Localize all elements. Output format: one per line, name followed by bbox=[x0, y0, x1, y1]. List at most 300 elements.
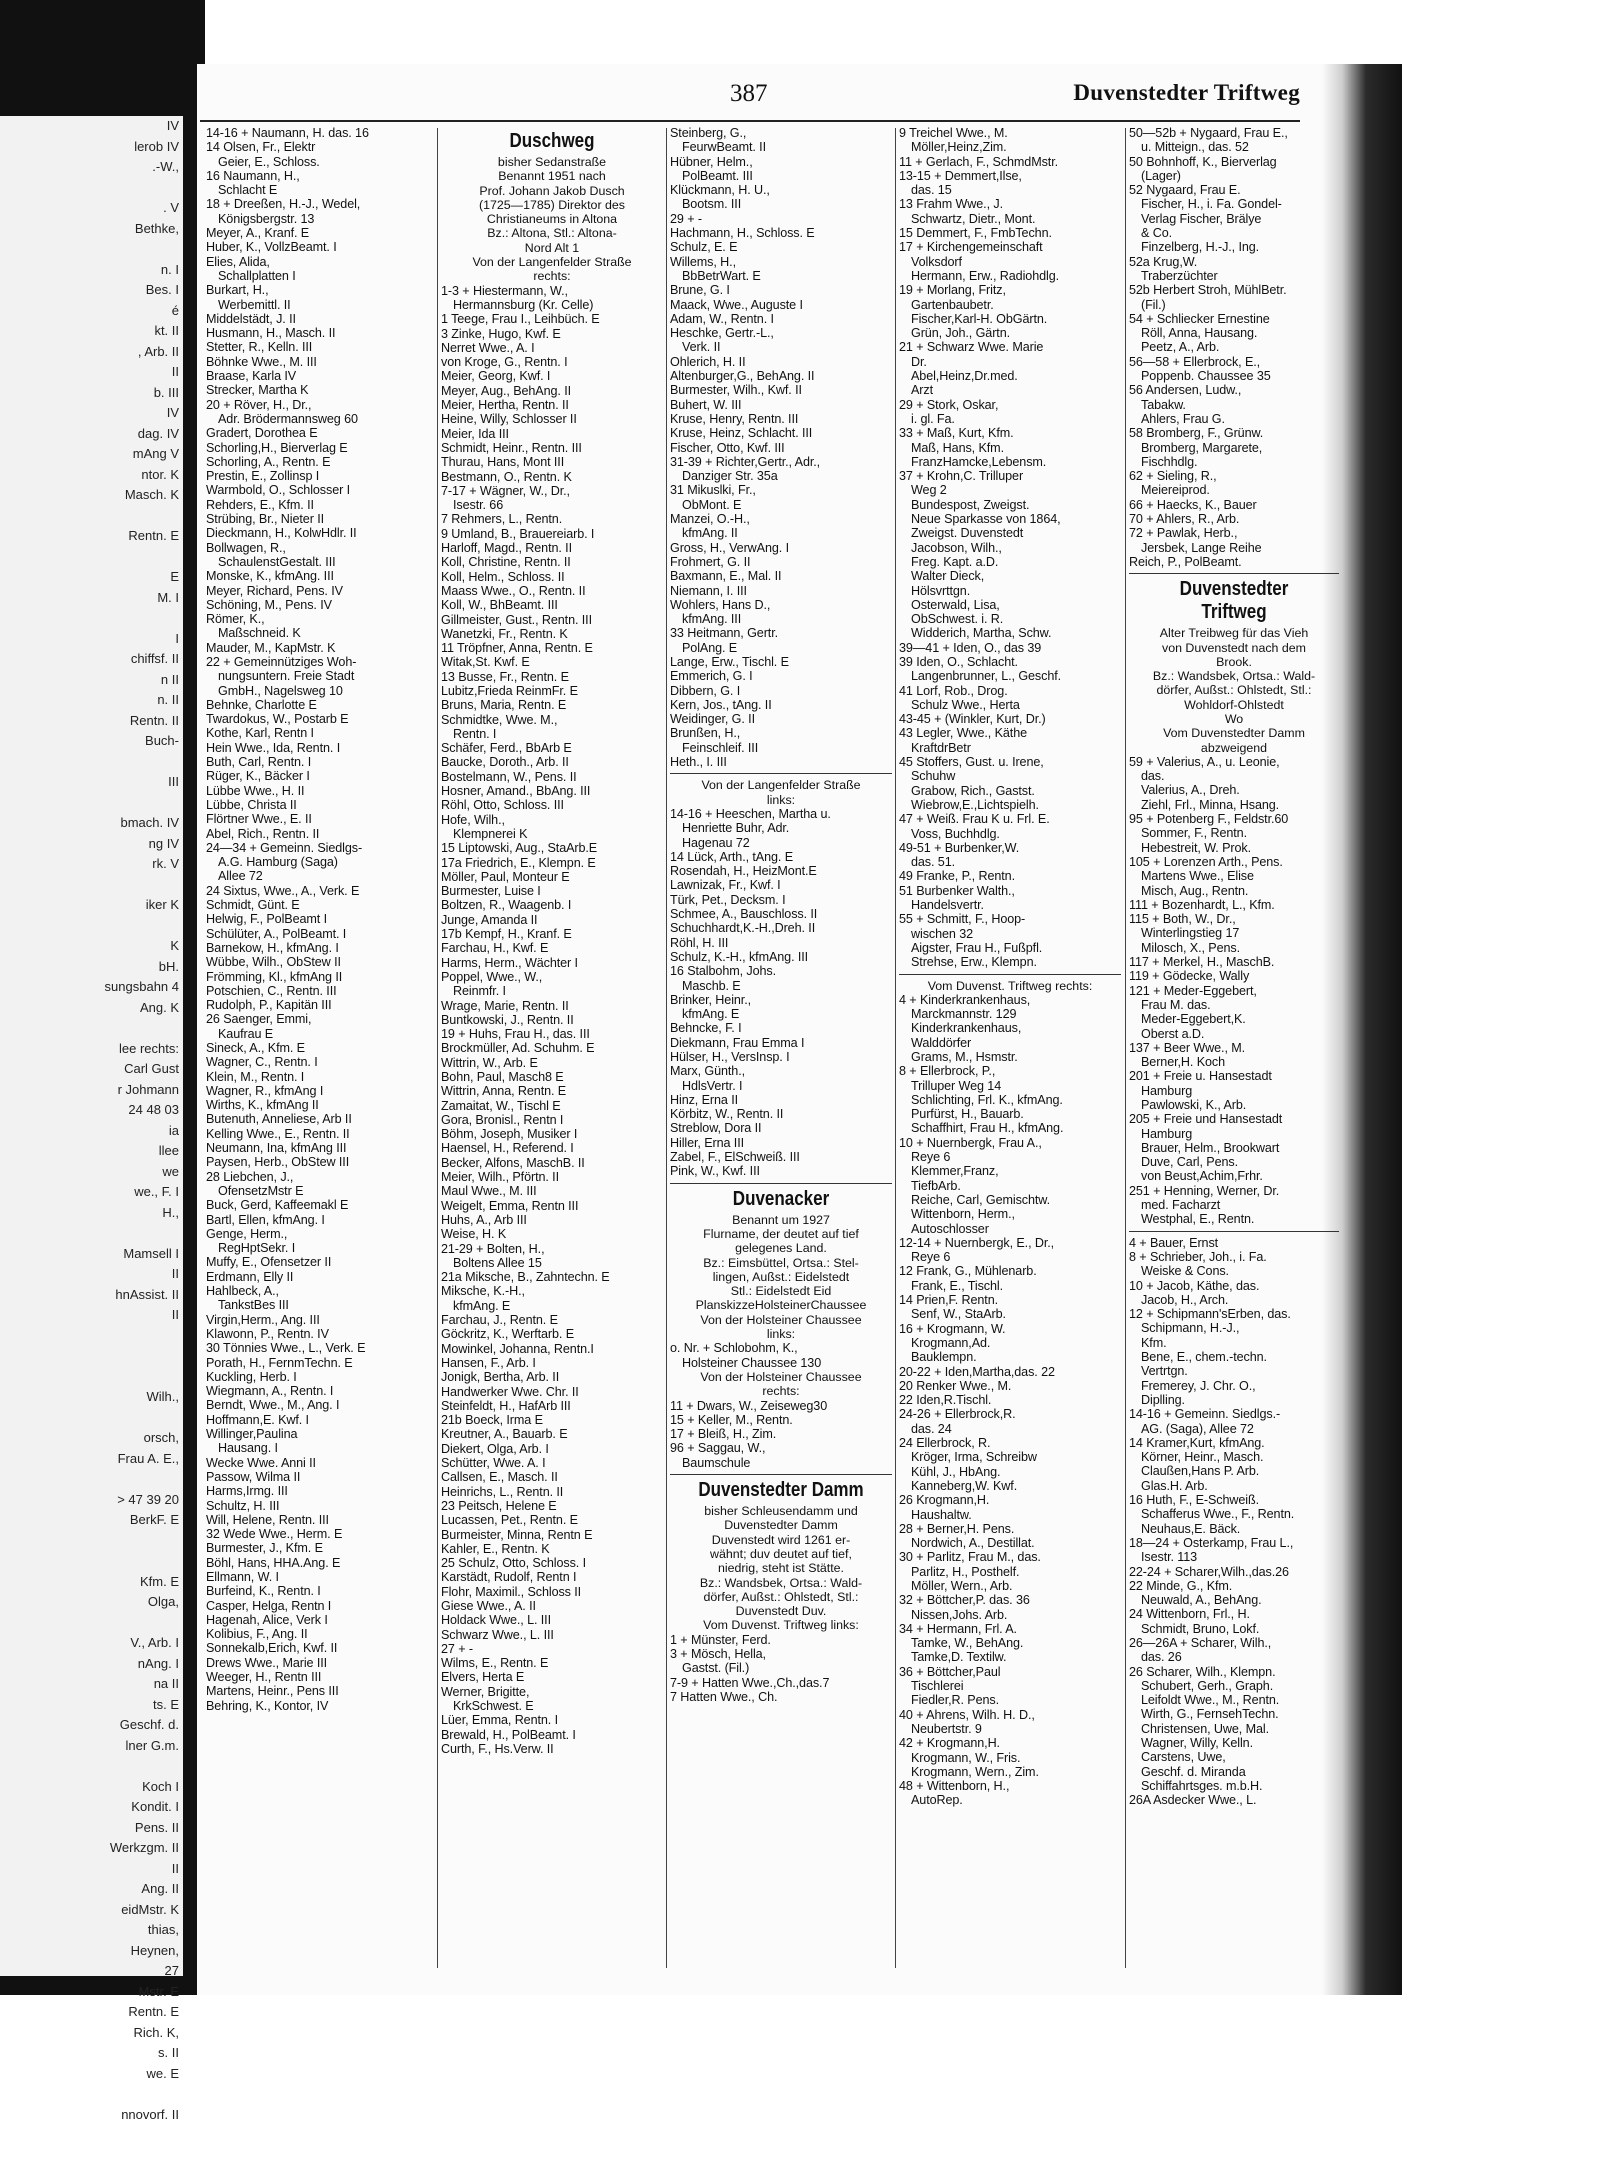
directory-entry: von Beust,Achim,Frhr. bbox=[1141, 1169, 1263, 1184]
directory-entry: Marx, Günth., bbox=[670, 1064, 745, 1079]
directory-entry: KrkSchwest. E bbox=[453, 1699, 534, 1714]
directory-entry: Warmbold, O., Schlosser I bbox=[206, 483, 351, 498]
directory-entry: Maßschneid. K bbox=[218, 626, 301, 641]
directory-entry: Möller, Wern., Arb. bbox=[911, 1578, 1013, 1593]
left-page-line: II bbox=[171, 364, 179, 379]
directory-entry: Bartl, Ellen, kfmAng. I bbox=[206, 1212, 325, 1227]
directory-entry: FranzHamcke,Lebensm. bbox=[911, 454, 1047, 469]
directory-entry: Strübing, Br., Nieter II bbox=[206, 512, 324, 527]
directory-entry: ObSchwest. i. R. bbox=[911, 612, 1004, 627]
left-page-line bbox=[0, 1367, 183, 1388]
directory-entry: 1-3 + Hiestermann, W., bbox=[441, 283, 568, 298]
directory-entry: Baxmann, E., Mal. II bbox=[670, 569, 782, 584]
column-3 bbox=[670, 126, 892, 1981]
directory-entry: 10 + Nuernbergk, Frau A., bbox=[899, 1135, 1042, 1150]
directory-entry: Bruns, Maria, Rentn. E bbox=[441, 698, 567, 713]
directory-entry: Haensel, H., Referend. I bbox=[441, 1141, 574, 1156]
left-page-line bbox=[0, 1531, 183, 1552]
directory-entry: Abel,Heinz,Dr.med. bbox=[911, 369, 1018, 384]
directory-entry: Schultz, H. III bbox=[206, 1498, 280, 1513]
directory-entry: Genge, Herm., bbox=[206, 1226, 288, 1241]
directory-entry: Henriette Buhr, Adr. bbox=[682, 821, 790, 836]
directory-entry: 12-14 + Nuernbergk, E., Dr., bbox=[899, 1235, 1055, 1250]
column-divider bbox=[437, 128, 438, 1968]
directory-entry: 56 Andersen, Ludw., bbox=[1129, 383, 1242, 398]
street-note: rechts: bbox=[533, 269, 571, 284]
directory-entry: 121 + Meder-Eggebert, bbox=[1129, 983, 1257, 998]
left-page-line: n. I bbox=[160, 261, 179, 277]
directory-entry: 62 + Sieling, R., bbox=[1129, 469, 1217, 484]
directory-entry: & Co. bbox=[1141, 226, 1172, 241]
street-note: niedrig, steht ist Stätte. bbox=[717, 1561, 845, 1576]
directory-entry: Grams, M., Hsmstr. bbox=[911, 1050, 1018, 1064]
directory-entry: Finzelberg, H.-J., Ing. bbox=[1141, 240, 1260, 255]
directory-entry: Abel, Rich., Rentn. II bbox=[206, 826, 320, 841]
directory-entry: 7-9 + Hatten Wwe.,Ch.,das.7 bbox=[670, 1675, 830, 1690]
directory-entry: Sommer, F., Rentn. bbox=[1141, 826, 1247, 841]
directory-entry: 39—41 + Iden, O., das 39 bbox=[899, 640, 1042, 655]
directory-entry: Gross, H., VerwAng. I bbox=[670, 540, 789, 555]
directory-entry: BbBetrWart. E bbox=[682, 268, 761, 283]
directory-entry: Lange, Erw., Tischl. E bbox=[670, 654, 789, 669]
street-note: Prof. Johann Jakob Dusch bbox=[479, 183, 625, 198]
directory-entry: Prestin, E., Zollinsp I bbox=[206, 469, 320, 484]
directory-entry: Brockmüller, Ad. Schuhm. E bbox=[441, 1041, 595, 1056]
directory-entry: Hinz, Erna II bbox=[670, 1092, 738, 1107]
directory-entry: Nerret Wwe., A. I bbox=[441, 340, 535, 355]
directory-entry: Rentn. I bbox=[453, 726, 497, 741]
directory-entry: Burkart, H., bbox=[206, 283, 269, 298]
directory-entry: 1 Teege, Frau I., Leihbüch. E bbox=[441, 312, 600, 327]
directory-entry: Gora, Bronisl., Rentn I bbox=[441, 1112, 564, 1127]
directory-entry: Werbemittl. II bbox=[218, 297, 291, 312]
directory-entry: 52b Herbert Stroh, MühlBetr. bbox=[1129, 283, 1287, 298]
directory-entry: Schipmann, H.-J., bbox=[1141, 1321, 1240, 1336]
directory-entry: Walter Dieck, bbox=[911, 569, 985, 584]
left-page-line: nAng. I bbox=[137, 1655, 179, 1671]
directory-entry: Walddörfer bbox=[911, 1035, 972, 1050]
street-note: rechts: bbox=[762, 1384, 800, 1399]
directory-entry: Schuhw bbox=[911, 769, 956, 784]
directory-entry: Heine, Willy, Schlosser II bbox=[441, 412, 577, 427]
directory-entry: das. bbox=[1141, 769, 1165, 784]
directory-entry: Wanetzki, Fr., Rentn. K bbox=[441, 626, 568, 641]
left-page-line: we., F. I bbox=[134, 1184, 179, 1199]
directory-entry: Meyer, Richard, Pens. IV bbox=[206, 583, 343, 598]
directory-entry: Buth, Carl, Rentn. I bbox=[206, 755, 312, 770]
street-note: gelegenes Land. bbox=[735, 1241, 827, 1256]
left-page-line bbox=[0, 547, 183, 568]
left-page-line: kt. II bbox=[154, 323, 179, 338]
directory-entry: Martens Wwe., Elise bbox=[1141, 869, 1254, 884]
directory-entry: Kfm. bbox=[1141, 1335, 1167, 1350]
directory-entry: PolAng. E bbox=[682, 640, 738, 655]
directory-entry: Meder-Eggebert,K. bbox=[1141, 1012, 1246, 1027]
left-page-line bbox=[0, 916, 183, 937]
left-page-line bbox=[0, 1613, 183, 1634]
left-page-line: chiffsf. II bbox=[130, 651, 179, 666]
directory-entry: Neubertstr. 9 bbox=[911, 1721, 982, 1736]
directory-entry: Zamaitat, W., Tischl E bbox=[441, 1098, 561, 1113]
street-note: Von der Langenfelder Straße bbox=[701, 778, 861, 793]
left-page-line: llee bbox=[158, 1143, 179, 1158]
directory-entry: das. 51. bbox=[911, 855, 956, 870]
directory-entry: Schulz Wwe., Herta bbox=[911, 697, 1020, 712]
left-page-line: lerob IV bbox=[134, 138, 179, 154]
directory-entry: Brunßen, H., bbox=[670, 726, 741, 741]
street-note: lingen, Außst.: Eidelstedt bbox=[712, 1269, 850, 1284]
directory-entry: Frohmert, G. II bbox=[670, 554, 751, 569]
directory-entry: Maß, Hans, Kfm. bbox=[911, 440, 1004, 455]
directory-entry: Schorling,H., Bierverlag E bbox=[206, 440, 348, 455]
directory-entry: Christensen, Uwe, Mal. bbox=[1141, 1721, 1269, 1736]
directory-entry: Maschb. E bbox=[682, 978, 741, 993]
directory-entry: Strehse, Erw., Klempn. bbox=[911, 955, 1037, 970]
street-note: von Duvenstedt nach dem bbox=[1162, 640, 1306, 655]
directory-entry: 48 + Wittenborn, H., bbox=[899, 1779, 1010, 1794]
directory-entry: Kruse, Heinz, Schlacht. III bbox=[670, 426, 813, 441]
left-page-line bbox=[0, 2084, 183, 2105]
directory-entry: 12 + Schipmann'sErben, das. bbox=[1129, 1307, 1291, 1322]
street-note: Vom Duvenst. Triftweg rechts: bbox=[927, 978, 1093, 993]
directory-entry: FeurwBeamt. II bbox=[682, 140, 766, 155]
directory-entry: Harms,Irmg. III bbox=[206, 1484, 288, 1499]
left-page-line: Ang. II bbox=[141, 1881, 179, 1896]
directory-entry: Drews Wwe., Marie III bbox=[206, 1655, 328, 1670]
directory-entry: Tabakw. bbox=[1141, 397, 1186, 412]
directory-entry: Neue Sparkasse von 1864, bbox=[911, 512, 1061, 527]
left-page-line: E bbox=[170, 569, 179, 584]
directory-entry: Hansen, F., Arb. I bbox=[441, 1355, 536, 1370]
left-page-line: r Johmann bbox=[117, 1081, 179, 1097]
left-page-line: bH. bbox=[158, 958, 179, 974]
directory-entry: kfmAng. III bbox=[682, 612, 742, 627]
directory-entry: Behncke, F. I bbox=[670, 1021, 742, 1036]
directory-entry: Danziger Str. 35a bbox=[682, 469, 778, 484]
street-note: Benannt um 1927 bbox=[732, 1212, 830, 1227]
directory-entry: Böhnke Wwe., M. III bbox=[206, 354, 317, 369]
directory-entry: Holdack Wwe., L. III bbox=[441, 1613, 551, 1628]
directory-entry: 33 + Maß, Kurt, Kfm. bbox=[899, 426, 1014, 441]
directory-entry: Kröger, Irma, Schreibw bbox=[911, 1450, 1037, 1465]
page-header bbox=[200, 80, 1300, 120]
directory-entry: 251 + Henning, Werner, Dr. bbox=[1129, 1183, 1280, 1198]
directory-entry: Westphal, E., Rentn. bbox=[1141, 1212, 1255, 1227]
street-heading: Duvenstedter Triftweg bbox=[1179, 578, 1289, 624]
directory-entry: das. 26 bbox=[1141, 1650, 1182, 1665]
directory-entry: Möller,Heinz,Zim. bbox=[911, 140, 1007, 155]
directory-entry: 56—58 + Ellerbrock, E., bbox=[1129, 354, 1261, 369]
directory-entry: o. Nr. + Schlobohm, K., bbox=[670, 1341, 798, 1356]
directory-entry: Bestmann, O., Rentn. K bbox=[441, 469, 572, 484]
directory-entry: Allee 72 bbox=[218, 869, 263, 884]
directory-entry: Miksche, K.-H., bbox=[441, 1284, 525, 1299]
directory-entry: 14 Prien,F. Rentn. bbox=[899, 1293, 999, 1308]
directory-entry: Tischlerei bbox=[911, 1679, 964, 1694]
directory-entry: Koll, W., BhBeamt. III bbox=[441, 598, 558, 613]
directory-entry: Pawlowski, K., Arb. bbox=[1141, 1098, 1247, 1112]
directory-entry: Geschf. d. Miranda bbox=[1141, 1764, 1246, 1779]
directory-entry: Brauer, Helm., Brookwart bbox=[1141, 1140, 1280, 1155]
left-page-line: b. III bbox=[153, 384, 179, 400]
directory-entry: Neuhaus,E. Bäck. bbox=[1141, 1521, 1241, 1536]
directory-entry: Trilluper Weg 14 bbox=[911, 1078, 1002, 1093]
directory-entry: 58 Bromberg, F., Grünw. bbox=[1129, 426, 1264, 441]
directory-entry: Schulz, K.-H., kfmAng. III bbox=[670, 949, 809, 964]
left-page-line: II bbox=[171, 1307, 179, 1322]
directory-entry: Hausang. I bbox=[218, 1441, 278, 1456]
left-page-line bbox=[0, 178, 183, 199]
directory-entry: Kruse, Henry, Rentn. III bbox=[670, 411, 799, 426]
directory-entry: 24—34 + Gemeinn. Siedlgs- bbox=[206, 840, 363, 855]
street-note: Von der Holsteiner Chaussee bbox=[700, 1369, 862, 1384]
left-page-line: s. II bbox=[158, 2045, 179, 2060]
directory-entry: 21a Miksche, B., Zahntechn. E bbox=[441, 1270, 610, 1285]
directory-entry: Monske, K., kfmAng. III bbox=[206, 569, 334, 584]
directory-entry: KraftdrBetr bbox=[911, 740, 971, 755]
directory-entry: Baucke, Doroth., Arb. II bbox=[441, 755, 569, 770]
directory-entry: Schwarz Wwe., L. III bbox=[441, 1627, 554, 1642]
directory-entry: 111 + Bozenhardt, L., Kfm. bbox=[1129, 897, 1275, 912]
directory-entry: 52 Nygaard, Frau E. bbox=[1129, 183, 1241, 198]
left-page-line: V., Arb. I bbox=[130, 1635, 179, 1650]
directory-entry: Becker, Alfons, MaschB. II bbox=[441, 1155, 585, 1170]
directory-entry: Huhs, A., Arb III bbox=[441, 1212, 527, 1227]
directory-entry: Mauder, M., KapMstr. K bbox=[206, 640, 336, 655]
directory-entry: 28 Liebchen, J., bbox=[206, 1169, 294, 1184]
directory-entry: Weg 2 bbox=[911, 483, 947, 498]
directory-entry: 51 Burbenker Walth., bbox=[899, 883, 1015, 898]
directory-entry: Dieckmann, H., KolwHdlr. II bbox=[206, 526, 357, 541]
directory-entry: 16 + Krogmann, W. bbox=[899, 1321, 1006, 1336]
directory-entry: Klempnerei K bbox=[453, 826, 528, 841]
directory-entry: Körner, Heinr., Masch. bbox=[1141, 1450, 1264, 1465]
directory-entry: Behring, K., Kontor, IV bbox=[206, 1698, 329, 1713]
directory-entry: Jacob, H., Arch. bbox=[1141, 1292, 1229, 1307]
directory-entry: Claußen,Hans P. Arb. bbox=[1141, 1464, 1260, 1479]
directory-entry: 95 + Potenberg F., Feldstr.60 bbox=[1129, 812, 1289, 827]
directory-entry: Wohlers, Hans D., bbox=[670, 597, 771, 612]
directory-entry: Porath, H., FernmTechn. E bbox=[206, 1355, 353, 1370]
directory-entry: Bohn, Paul, Masch8 E bbox=[441, 1070, 564, 1084]
directory-entry: 30 + Parlitz, Frau M., das. bbox=[899, 1550, 1041, 1565]
directory-entry: Maack, Wwe., Auguste I bbox=[670, 297, 803, 312]
directory-entry: Kuckling, Herb. I bbox=[206, 1369, 297, 1384]
directory-entry: Neumann, Ina, kfmAng III bbox=[206, 1141, 347, 1156]
directory-entry: (Lager) bbox=[1141, 168, 1181, 183]
street-note: Christianeums in Altona bbox=[486, 212, 618, 227]
directory-entry: Purfürst, H., Bauarb. bbox=[911, 1107, 1024, 1122]
directory-entry: Klein, M., Rentn. I bbox=[206, 1069, 305, 1084]
directory-entry: Hosner, Amand., BbAng. III bbox=[441, 784, 591, 799]
left-page-line: Pens. II bbox=[134, 1819, 179, 1835]
directory-entry: 29 + - bbox=[670, 211, 702, 226]
directory-entry: 13 Frahm Wwe., J. bbox=[899, 197, 1003, 212]
directory-entry: Aigster, Frau H., Fußpfl. bbox=[911, 940, 1043, 955]
directory-entry: Peetz, A., Arb. bbox=[1141, 340, 1220, 355]
street-note: Duvenstedt Duv. bbox=[735, 1604, 827, 1619]
left-page-line: Masch. K bbox=[124, 487, 179, 502]
street-note: Duvenstedter Damm bbox=[724, 1518, 838, 1533]
directory-entry: 32 Wede Wwe., Herm. E bbox=[206, 1527, 343, 1542]
directory-entry: Zabel, F., ElSchweiß. III bbox=[670, 1150, 800, 1165]
directory-entry: Bollwagen, R., bbox=[206, 540, 286, 555]
directory-entry: 40 + Ahrens, Wilh. H. D., bbox=[899, 1707, 1035, 1722]
directory-entry: Lucassen, Pet., Rentn. E bbox=[441, 1513, 578, 1528]
directory-entry: 3 Zinke, Hugo, Kwf. E bbox=[441, 326, 561, 341]
directory-entry: Freg. Kapt. a.D. bbox=[911, 554, 999, 569]
directory-entry: Helwig, F., PolBeamt I bbox=[206, 912, 327, 927]
directory-entry: Bostelmann, W., Pens. II bbox=[441, 769, 577, 784]
directory-entry: Glas.H. Arb. bbox=[1141, 1478, 1208, 1493]
directory-entry: Brewald, H., PolBeamt. I bbox=[441, 1727, 576, 1742]
directory-entry: PolBeamt. III bbox=[682, 168, 753, 183]
directory-entry: 18 + Dreeßen, H.-J., Wedel, bbox=[206, 197, 361, 212]
section-rule bbox=[670, 1474, 892, 1475]
directory-entry: Lüer, Emma, Rentn. I bbox=[441, 1713, 558, 1728]
directory-entry: 26 Scharer, Wilh., Klempn. bbox=[1129, 1664, 1276, 1679]
directory-entry: 11 Tröpfner, Anna, Rentn. E bbox=[441, 641, 593, 656]
directory-entry: 11 + Gerlach, F., SchmdMstr. bbox=[899, 154, 1058, 169]
directory-entry: Giese Wwe., A. II bbox=[441, 1598, 536, 1613]
directory-entry: Schafferus Wwe., F., Rentn. bbox=[1141, 1507, 1295, 1522]
directory-entry: das. 24 bbox=[911, 1421, 952, 1436]
left-page-line: Bes. I bbox=[145, 282, 179, 297]
left-page-line: Ang. K bbox=[139, 999, 179, 1015]
directory-entry: 11 + Dwars, W., Zeiseweg30 bbox=[670, 1398, 828, 1413]
directory-entry: Schülüter, A., PolBeamt. I bbox=[206, 926, 347, 941]
directory-entry: 50—52b + Nygaard, Frau E., bbox=[1129, 126, 1288, 140]
left-page-line: eidMstr. K bbox=[121, 1901, 179, 1917]
directory-entry: Kern, Jos., tAng. II bbox=[670, 697, 772, 712]
directory-entry: 22 Iden,R.Tischl. bbox=[899, 1393, 992, 1408]
directory-entry: Klawonn, P., Rentn. IV bbox=[206, 1326, 329, 1341]
column-divider bbox=[1125, 128, 1126, 1968]
directory-entry: Harloff, Magd., Rentn. II bbox=[441, 541, 572, 556]
directory-entry: Schaffhirt, Frau H., kfmAng. bbox=[911, 1121, 1064, 1136]
directory-entry: 14 Olsen, Fr., Elektr bbox=[206, 140, 316, 155]
directory-entry: Virgin,Herm., Ang. III bbox=[206, 1312, 320, 1327]
directory-entry: 72 + Pawlak, Herb., bbox=[1129, 526, 1238, 541]
street-note: Duvenstedt wird 1261 er- bbox=[711, 1532, 851, 1547]
directory-entry: 24 Wittenborn, Frl., H. bbox=[1129, 1607, 1250, 1622]
directory-entry: Paysen, Herb., ObStew III bbox=[206, 1155, 350, 1170]
directory-entry: Arzt bbox=[911, 383, 933, 398]
directory-entry: A.G. Hamburg (Saga) bbox=[218, 855, 338, 870]
directory-entry: Reiche, Carl, Gemischtw. bbox=[911, 1192, 1050, 1207]
left-page-line: sungsbahn 4 bbox=[104, 979, 179, 994]
directory-entry: Schuchhardt,K.-H.,Dreh. II bbox=[670, 921, 816, 936]
directory-entry: Jonigk, Bertha, Arb. II bbox=[441, 1370, 560, 1385]
left-page-line: > 47 39 20 bbox=[117, 1491, 179, 1507]
directory-entry: Diekert, Olga, Arb. I bbox=[441, 1441, 549, 1456]
left-page-line: IV bbox=[166, 118, 179, 133]
directory-entry: 26—26A + Scharer, Wilh., bbox=[1129, 1635, 1272, 1650]
directory-entry: Röhl, Otto, Schloss. III bbox=[441, 798, 564, 813]
directory-entry: das. 15 bbox=[911, 183, 952, 198]
directory-entry: 28 + Berner,H. Pens. bbox=[899, 1521, 1015, 1536]
directory-entry: Erdmann, Elly II bbox=[206, 1269, 294, 1284]
directory-entry: Butenuth, Anneliese, Arb II bbox=[206, 1112, 352, 1127]
directory-entry: Kühl, J., HbAng. bbox=[911, 1464, 1001, 1479]
directory-entry: 201 + Freie u. Hansestadt bbox=[1129, 1069, 1272, 1084]
directory-entry: Isestr. 113 bbox=[1141, 1550, 1198, 1565]
street-note: abzweigend bbox=[1200, 740, 1268, 755]
section-rule bbox=[670, 1183, 892, 1184]
directory-entry: 8 + Ellerbrock, P., bbox=[899, 1064, 996, 1079]
left-page-line: Wilh., bbox=[146, 1389, 179, 1404]
street-note: PlanskizzeHolsteinerChaussee bbox=[695, 1298, 867, 1313]
directory-entry: Koll, Helm., Schloss. II bbox=[441, 569, 565, 584]
directory-entry: Werner, Brigitte, bbox=[441, 1684, 530, 1699]
directory-entry: 96 + Saggau, W., bbox=[670, 1441, 766, 1456]
left-page-line: II bbox=[171, 1860, 179, 1876]
directory-entry: 8 + Schrieber, Joh., i. Fa. bbox=[1129, 1249, 1267, 1264]
directory-entry: 4 + Bauer, Ernst bbox=[1129, 1235, 1219, 1250]
left-page-line: n II bbox=[160, 671, 179, 687]
left-page-line: II bbox=[171, 1266, 179, 1281]
left-page-line: iker K bbox=[145, 897, 179, 912]
directory-entry: Kanneberg,W. Kwf. bbox=[911, 1478, 1018, 1493]
street-note: Nord Alt 1 bbox=[524, 240, 580, 255]
directory-entry: Voss, Buchhdlg. bbox=[911, 826, 1000, 841]
directory-entry: Verk. II bbox=[682, 340, 721, 355]
directory-entry: Hamburg bbox=[1141, 1126, 1193, 1141]
left-page-line bbox=[0, 506, 183, 527]
left-page-line: Bethke, bbox=[134, 220, 179, 236]
directory-entry: kfmAng. E bbox=[453, 1298, 511, 1313]
directory-entry: 20 + Röver, H., Dr., bbox=[206, 397, 312, 412]
street-note: dörfer, Außst.: Ohlstedt, Stl.: bbox=[703, 1589, 859, 1604]
directory-entry: Adr. Brödermannsweg 60 bbox=[218, 411, 358, 426]
left-page-edge bbox=[0, 116, 183, 2122]
left-page-line bbox=[0, 608, 183, 629]
directory-entry: Junge, Amanda II bbox=[441, 912, 538, 927]
directory-entry: GmbH., Nagelsweg 10 bbox=[218, 683, 343, 698]
directory-entry: 39 Iden, O., Schlacht. bbox=[899, 654, 1018, 669]
directory-entry: Autoschlosser bbox=[911, 1221, 989, 1236]
directory-entry: 24 Sixtus, Wwe., A., Verk. E bbox=[206, 883, 360, 898]
left-page-line bbox=[0, 1223, 183, 1244]
directory-entry: Farchau, J., Rentn. E bbox=[441, 1313, 558, 1328]
directory-entry: Parlitz, H., Posthelf. bbox=[911, 1564, 1020, 1579]
directory-entry: Fischer, H., i. Fa. Gondel- bbox=[1141, 197, 1282, 212]
directory-entry: Königsbergstr. 13 bbox=[218, 211, 315, 226]
directory-entry: 119 + Gödecke, Wally bbox=[1129, 969, 1250, 984]
street-note: Von der Langenfelder Straße bbox=[472, 255, 632, 270]
directory-entry: 7 Hatten Wwe., Ch. bbox=[670, 1689, 778, 1704]
directory-entry: Berndt, Wwe., M., Ang. I bbox=[206, 1398, 340, 1413]
directory-entry: Widderich, Martha, Schw. bbox=[911, 626, 1052, 641]
directory-entry: Adam, W., Rentn. I bbox=[670, 311, 774, 326]
left-page-line: Geschf. d. bbox=[119, 1717, 179, 1732]
directory-entry: 115 + Both, W., Dr., bbox=[1129, 912, 1236, 927]
left-page-line: Buch- bbox=[145, 733, 179, 748]
column-1 bbox=[206, 126, 433, 1981]
directory-entry: Jersbek, Lange Reihe bbox=[1141, 540, 1262, 555]
street-note: Benannt 1951 nach bbox=[498, 169, 606, 184]
directory-entry: Potschien, C., Rentn. III bbox=[206, 983, 337, 998]
street-note: Bz.: Altona, Stl.: Altona- bbox=[487, 226, 617, 241]
directory-entry: Dibbern, G. I bbox=[670, 683, 741, 698]
section-rule bbox=[1129, 1231, 1339, 1232]
directory-entry: Ziehl, Frl., Minna, Hsang. bbox=[1141, 797, 1280, 812]
directory-entry: Casper, Helga, Rentn I bbox=[206, 1598, 332, 1613]
directory-entry: 20-22 + Iden,Martha,das. 22 bbox=[899, 1364, 1055, 1379]
directory-entry: SchaulenstGestalt. III bbox=[218, 554, 336, 569]
directory-entry: Misch, Aug., Rentn. bbox=[1141, 883, 1249, 898]
column-2 bbox=[441, 126, 663, 1981]
